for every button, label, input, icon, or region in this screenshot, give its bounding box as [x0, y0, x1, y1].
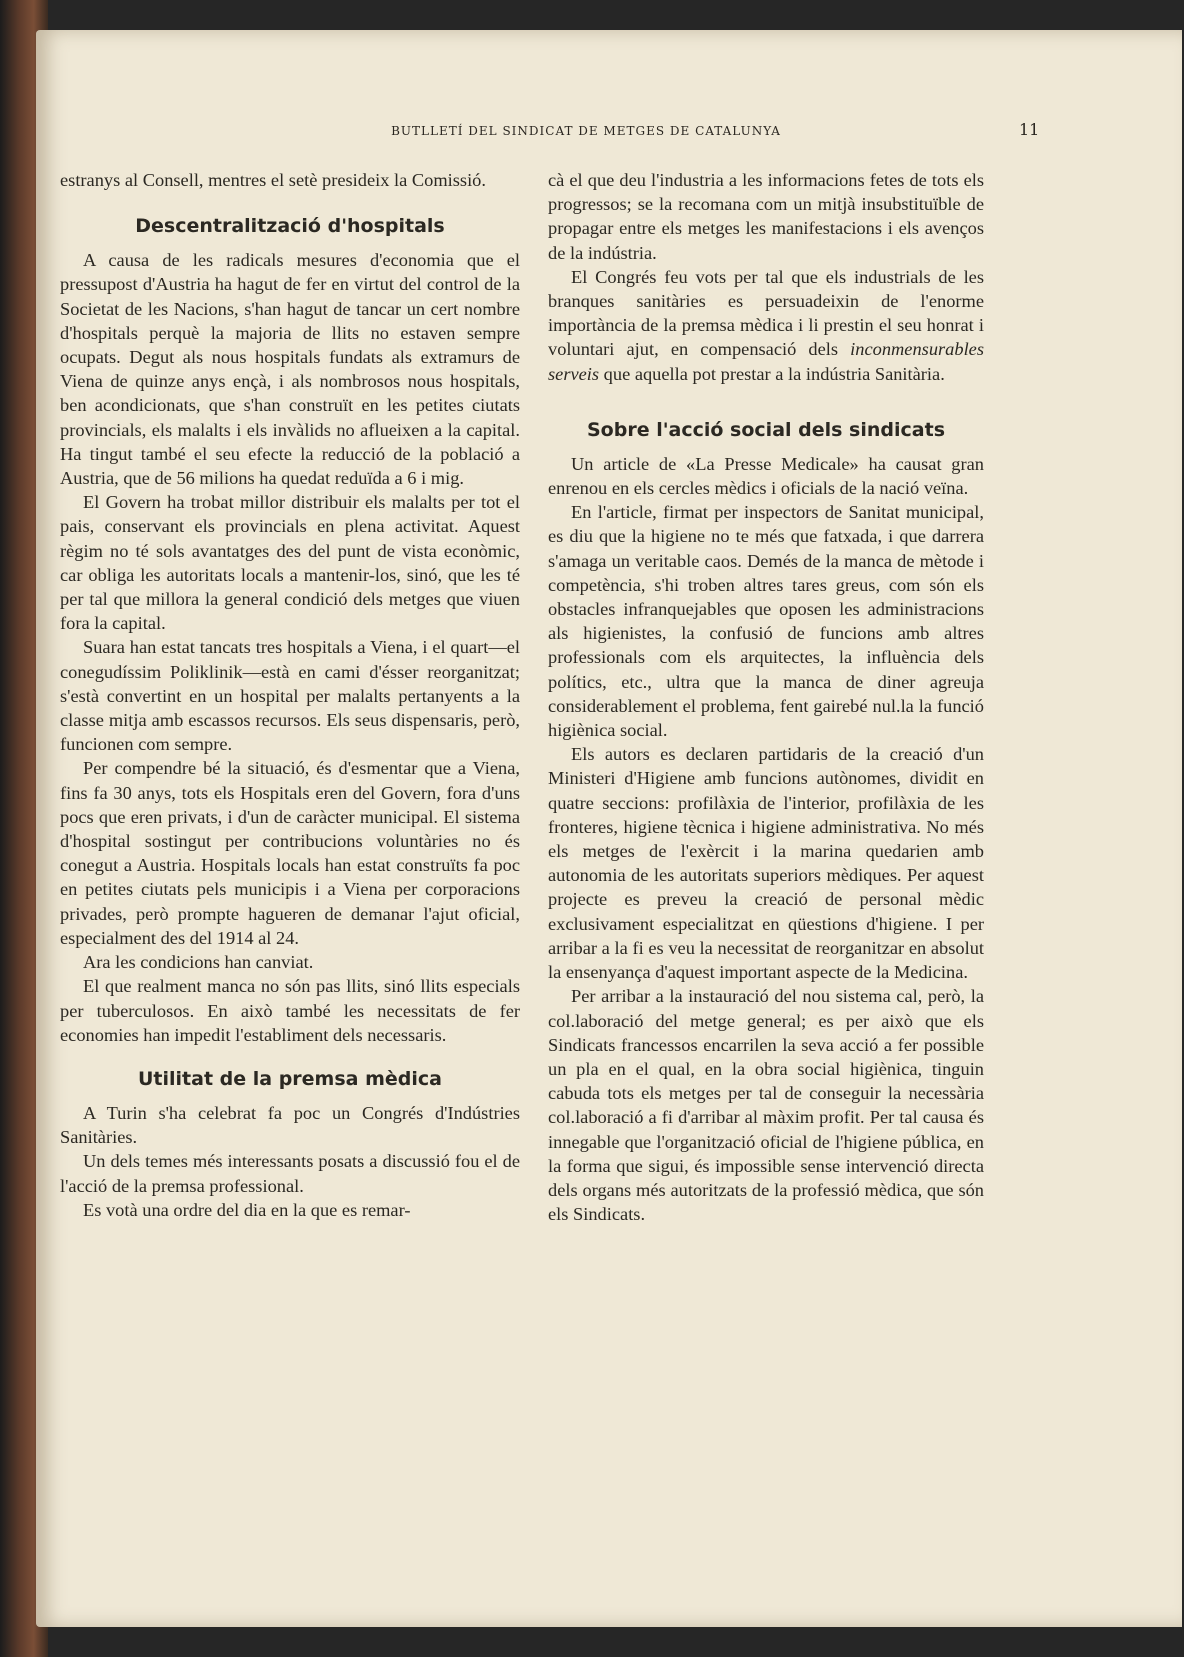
left-column [60, 168, 520, 1222]
emphasis-text: inconmensurables serveis [548, 339, 984, 384]
page-header [36, 120, 1182, 142]
paragraph: En l'article, firmat per inspectors de Sanitat municipal, es diu que la higiene no te més que fatxada, i que darrera s'amaga un veritable caos. Demés de la manca de mètode i competència, s'hi troben altres tares greus, com són els obstacles infranquejables que oposen les administracions als higienistes, la confusió de funcions amb altres professionals com els arquitectes, la influència dels polítics, etc., ultra que la manca de diner agreuja considerablement el problema, fent gairebé nul.la la funció higiènica social. [548, 502, 984, 741]
paragraph: Es votà una ordre del dia en la que es remar- [83, 1199, 411, 1220]
paragraph [548, 265, 984, 386]
paragraph: estranys al Consell, mentres el setè presideix la Comissió. [60, 170, 486, 190]
paragraph: A causa de les radicals mesures d'economia que el pressupost d'Austria ha hagut de fer en virtut del control de la Societat de les Nacions, s'han hagut de tancar un cert nombre d'hospitals perquè la majoria de llits no estaven sempre ocupats. Degut als nous hospitals fundats als extramurs de Viena de quinze anys ençà, i als nombrosos nous hospitals, ben acondicionats, que s'han construït en les petites ciutats provincials, els malalts i els invàlids no aflueixen a la capital. Ha tingut també el seu efecte la reducció de la població a Austria, que de 56 milions ha quedat reduïda a 6 i mig. [60, 250, 520, 489]
running-title: BUTLLETÍ DEL SINDICAT DE METGES DE CATALUNYA [391, 124, 781, 138]
section-heading-sindicats: Sobre l'acció social dels sindicats [586, 418, 945, 441]
paragraph: Per arribar a la instauració del nou sistema cal, però, la col.laboració del metge general; es per això que els Sindicats francessos encarrilen la seva acció a fer possible un pla en el qual, en la obra social higiènica, tinguin cabuda tots els metges per tal de conseguir la necessària col.laboració a fi d'arribar al màxim profit. Per tal causa és innegable que l'organització oficial de l'higiene pública, en la forma que sigui, és impossible sense intervenció directa dels organs més autoritzats de la professió mèdica, que són els Sindicats. [548, 986, 984, 1225]
right-column [548, 168, 984, 1226]
paragraph: Un dels temes més interessants posats a discussió fou el de l'acció de la premsa professional. [60, 1151, 520, 1196]
paragraph: cà el que deu l'industria a les informacions fetes de tots els progressos; se la recomana com un mitjà insubstituïble de propagar entre els metges les manifestacions i els avenços de la indústria. [548, 170, 984, 263]
text-run: El Congrés feu vots per tal que els industrials de les branques sanitàries es persuadeixin de l'enorme importància de la premsa mèdica i li prestin el seu honrat i voluntari ajut, en compensació dels [548, 266, 984, 360]
paragraph: Ara les condicions han canviat. [83, 952, 314, 973]
section-heading-premsa: Utilitat de la premsa mèdica [138, 1067, 442, 1090]
paragraph: Un article de «La Presse Medicale» ha causat gran enrenou en els cercles mèdics i oficials de la nació veïna. [548, 453, 984, 499]
paragraph: El que realment manca no són pas llits, sinó llits especials per tuberculosos. En això també les necessitats de fer economies han impedit l'establiment dels necessaris. [60, 976, 520, 1045]
paragraph: El Govern ha trobat millor distribuir els malalts per tot el pais, conservant els provincials en plena activitat. Aquest règim no té sols avantatges des del punt de vista econòmic, car obliga les autoritats locals a mantenir-los, sinó, que les té per tal que millora la general condició dels metges que viuen fora la capital. [60, 492, 520, 634]
page-number: 11 [1019, 120, 1040, 139]
section-heading-hospitals: Descentralització d'hospitals [135, 215, 445, 238]
paragraph: Els autors es declaren partidaris de la creació d'un Ministeri d'Higiene amb funcions autònomes, dividit en quatre seccions: profilàxia de l'interior, profilàxia de les fronteres, higiene tècnica i higiene administrativa. No més els metges de l'exèrcit i la marina quedarien amb autonomia de les autoritats superiors mèdiques. Per aquest projecte es preveu la creació de personal mèdic exclusivament especialitzat en qüestions d'higiene. I per arribar a la fi es veu la necessitat de reorganitzar en absolut la ensenyança d'aquest important aspecte de la Medicina. [548, 744, 984, 983]
paragraph: A Turin s'ha celebrat fa poc un Congrés d'Indústries Sanitàries. [60, 1102, 520, 1148]
paragraph: Suara han estat tancats tres hospitals a Viena, i el quart—el conegudíssim Poliklinik—està en cami d'ésser reorganitzat; s'està convertint en un hospital per malalts pertanyents a la classe mitja amb escassos recursos. Els seus dispensaris, però, funcionen com sempre. [60, 637, 520, 755]
text-run: que aquella pot prestar a la indústria Sanitària. [599, 363, 945, 384]
paragraph: Per compendre bé la situació, és d'esmentar que a Viena, fins fa 30 anys, tots els Hospitals eren del Govern, fora d'uns pocs que eren privats, i d'un de caràcter municipal. El sistema d'hospital sostingut per contribucions voluntàries no és conegut a Austria. Hospitals locals han estat construïts fa poc en petites ciutats pels municipis i a Viena per corporacions privades, però prompte hagueren de demanar l'ajut oficial, especialment des del 1914 al 24. [60, 758, 520, 948]
